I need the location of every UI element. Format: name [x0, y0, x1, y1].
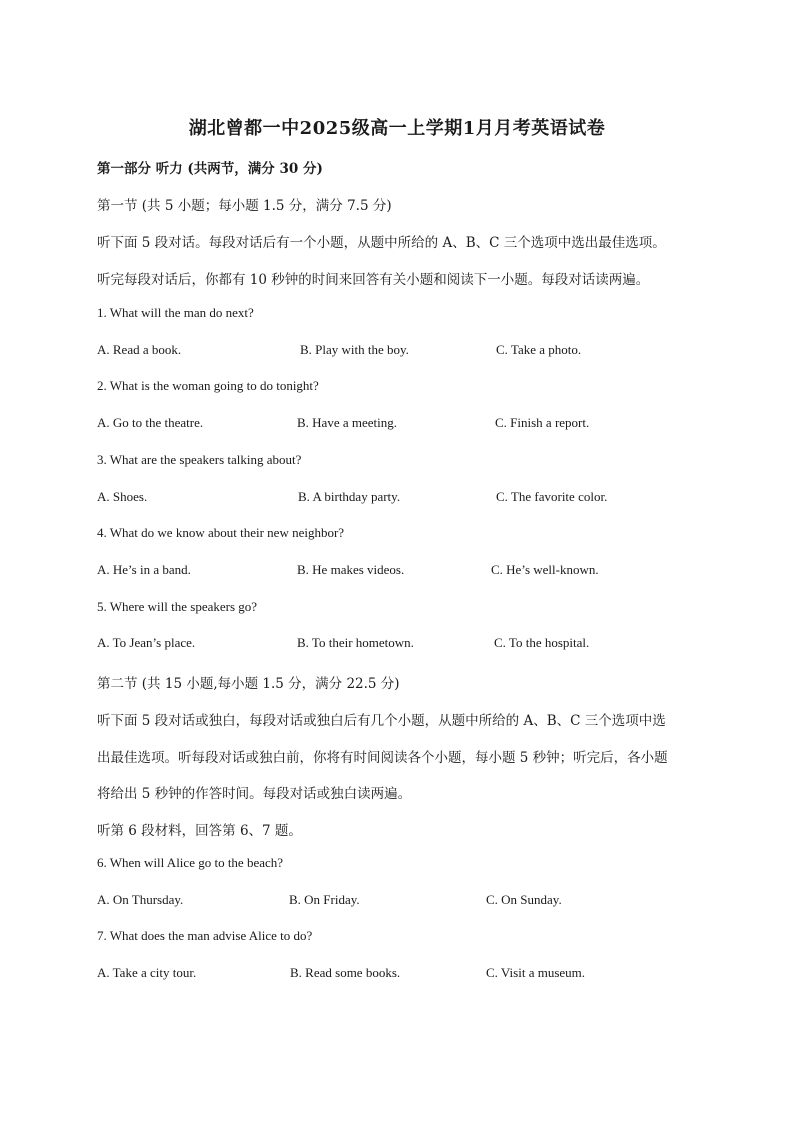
question-4-option-c: C. He’s well-known.: [491, 562, 599, 577]
exam-title: 湖北曾都一中2025级高一上学期1月月考英语试卷: [188, 118, 606, 139]
question-1-option-c: C. Take a photo.: [496, 342, 582, 357]
question-3-stem: 3. What are the speakers talking about?: [97, 452, 302, 467]
question-5-option-b: B. To their hometown.: [297, 635, 414, 650]
question-2-stem: 2. What is the woman going to do tonight?: [97, 378, 319, 393]
question-3-option-a: A. Shoes.: [97, 489, 148, 504]
part1-heading: 第一部分 听力 (共两节，满分 30 分): [97, 161, 323, 177]
question-5-stem: 5. Where will the speakers go?: [97, 599, 258, 614]
question-2-option-a: A. Go to the theatre.: [97, 415, 204, 430]
question-7-option-c: C. Visit a museum.: [486, 965, 586, 980]
section2-instruction-2: 出最佳选项。听每段对话或独白前，你将有时间阅读各个小题，每小题 5 秒钟；听完后，各小题: [97, 750, 668, 766]
section2-heading: 第二节 (共 15 小题,每小题 1.5 分，满分 22.5 分): [97, 676, 400, 692]
question-6-option-b: B. On Friday.: [289, 892, 360, 907]
question-7-option-b: B. Read some books.: [290, 965, 401, 980]
question-1-option-a: A. Read a book.: [97, 342, 182, 357]
question-2-option-b: B. Have a meeting.: [297, 415, 397, 430]
question-2-option-c: C. Finish a report.: [495, 415, 590, 430]
question-6-option-a: A. On Thursday.: [97, 892, 184, 907]
material-note: 听第 6 段材料，回答第 6、7 题。: [97, 823, 302, 839]
section2-instruction-1: 听下面 5 段对话或独白，每段对话或独白后有几个小题，从题中所给的 A、B、C 三个选项中选: [97, 713, 666, 729]
question-4-stem: 4. What do we know about their new neighbor?: [97, 525, 345, 540]
question-3-option-b: B. A birthday party.: [298, 489, 401, 504]
question-7-stem: 7. What does the man advise Alice to do?: [97, 928, 313, 943]
section2-instruction-3: 将给出 5 秒钟的作答时间。每段对话或独白读两遍。: [97, 786, 412, 802]
section1-instruction-1: 听下面 5 段对话。每段对话后有一个小题，从题中所给的 A、B、C 三个选项中选出最佳选项。: [97, 235, 666, 251]
question-1-stem: 1. What will the man do next?: [97, 305, 254, 320]
question-6-stem: 6. When will Alice go to the beach?: [97, 855, 284, 870]
question-7-option-a: A. Take a city tour.: [97, 965, 197, 980]
question-1-option-b: B. Play with the boy.: [300, 342, 409, 357]
section1-instruction-2: 听完每段对话后，你都有 10 秒钟的时间来回答有关小题和阅读下一小题。每段对话读两遍。: [97, 272, 650, 288]
question-3-option-c: C. The favorite color.: [496, 489, 608, 504]
section1-heading: 第一节 (共 5 小题；每小题 1.5 分，满分 7.5 分): [97, 198, 392, 214]
question-5-option-c: C. To the hospital.: [494, 635, 590, 650]
question-4-option-a: A. He’s in a band.: [97, 562, 191, 577]
question-4-option-b: B. He makes videos.: [297, 562, 405, 577]
question-5-option-a: A. To Jean’s place.: [97, 635, 196, 650]
question-6-option-c: C. On Sunday.: [486, 892, 562, 907]
